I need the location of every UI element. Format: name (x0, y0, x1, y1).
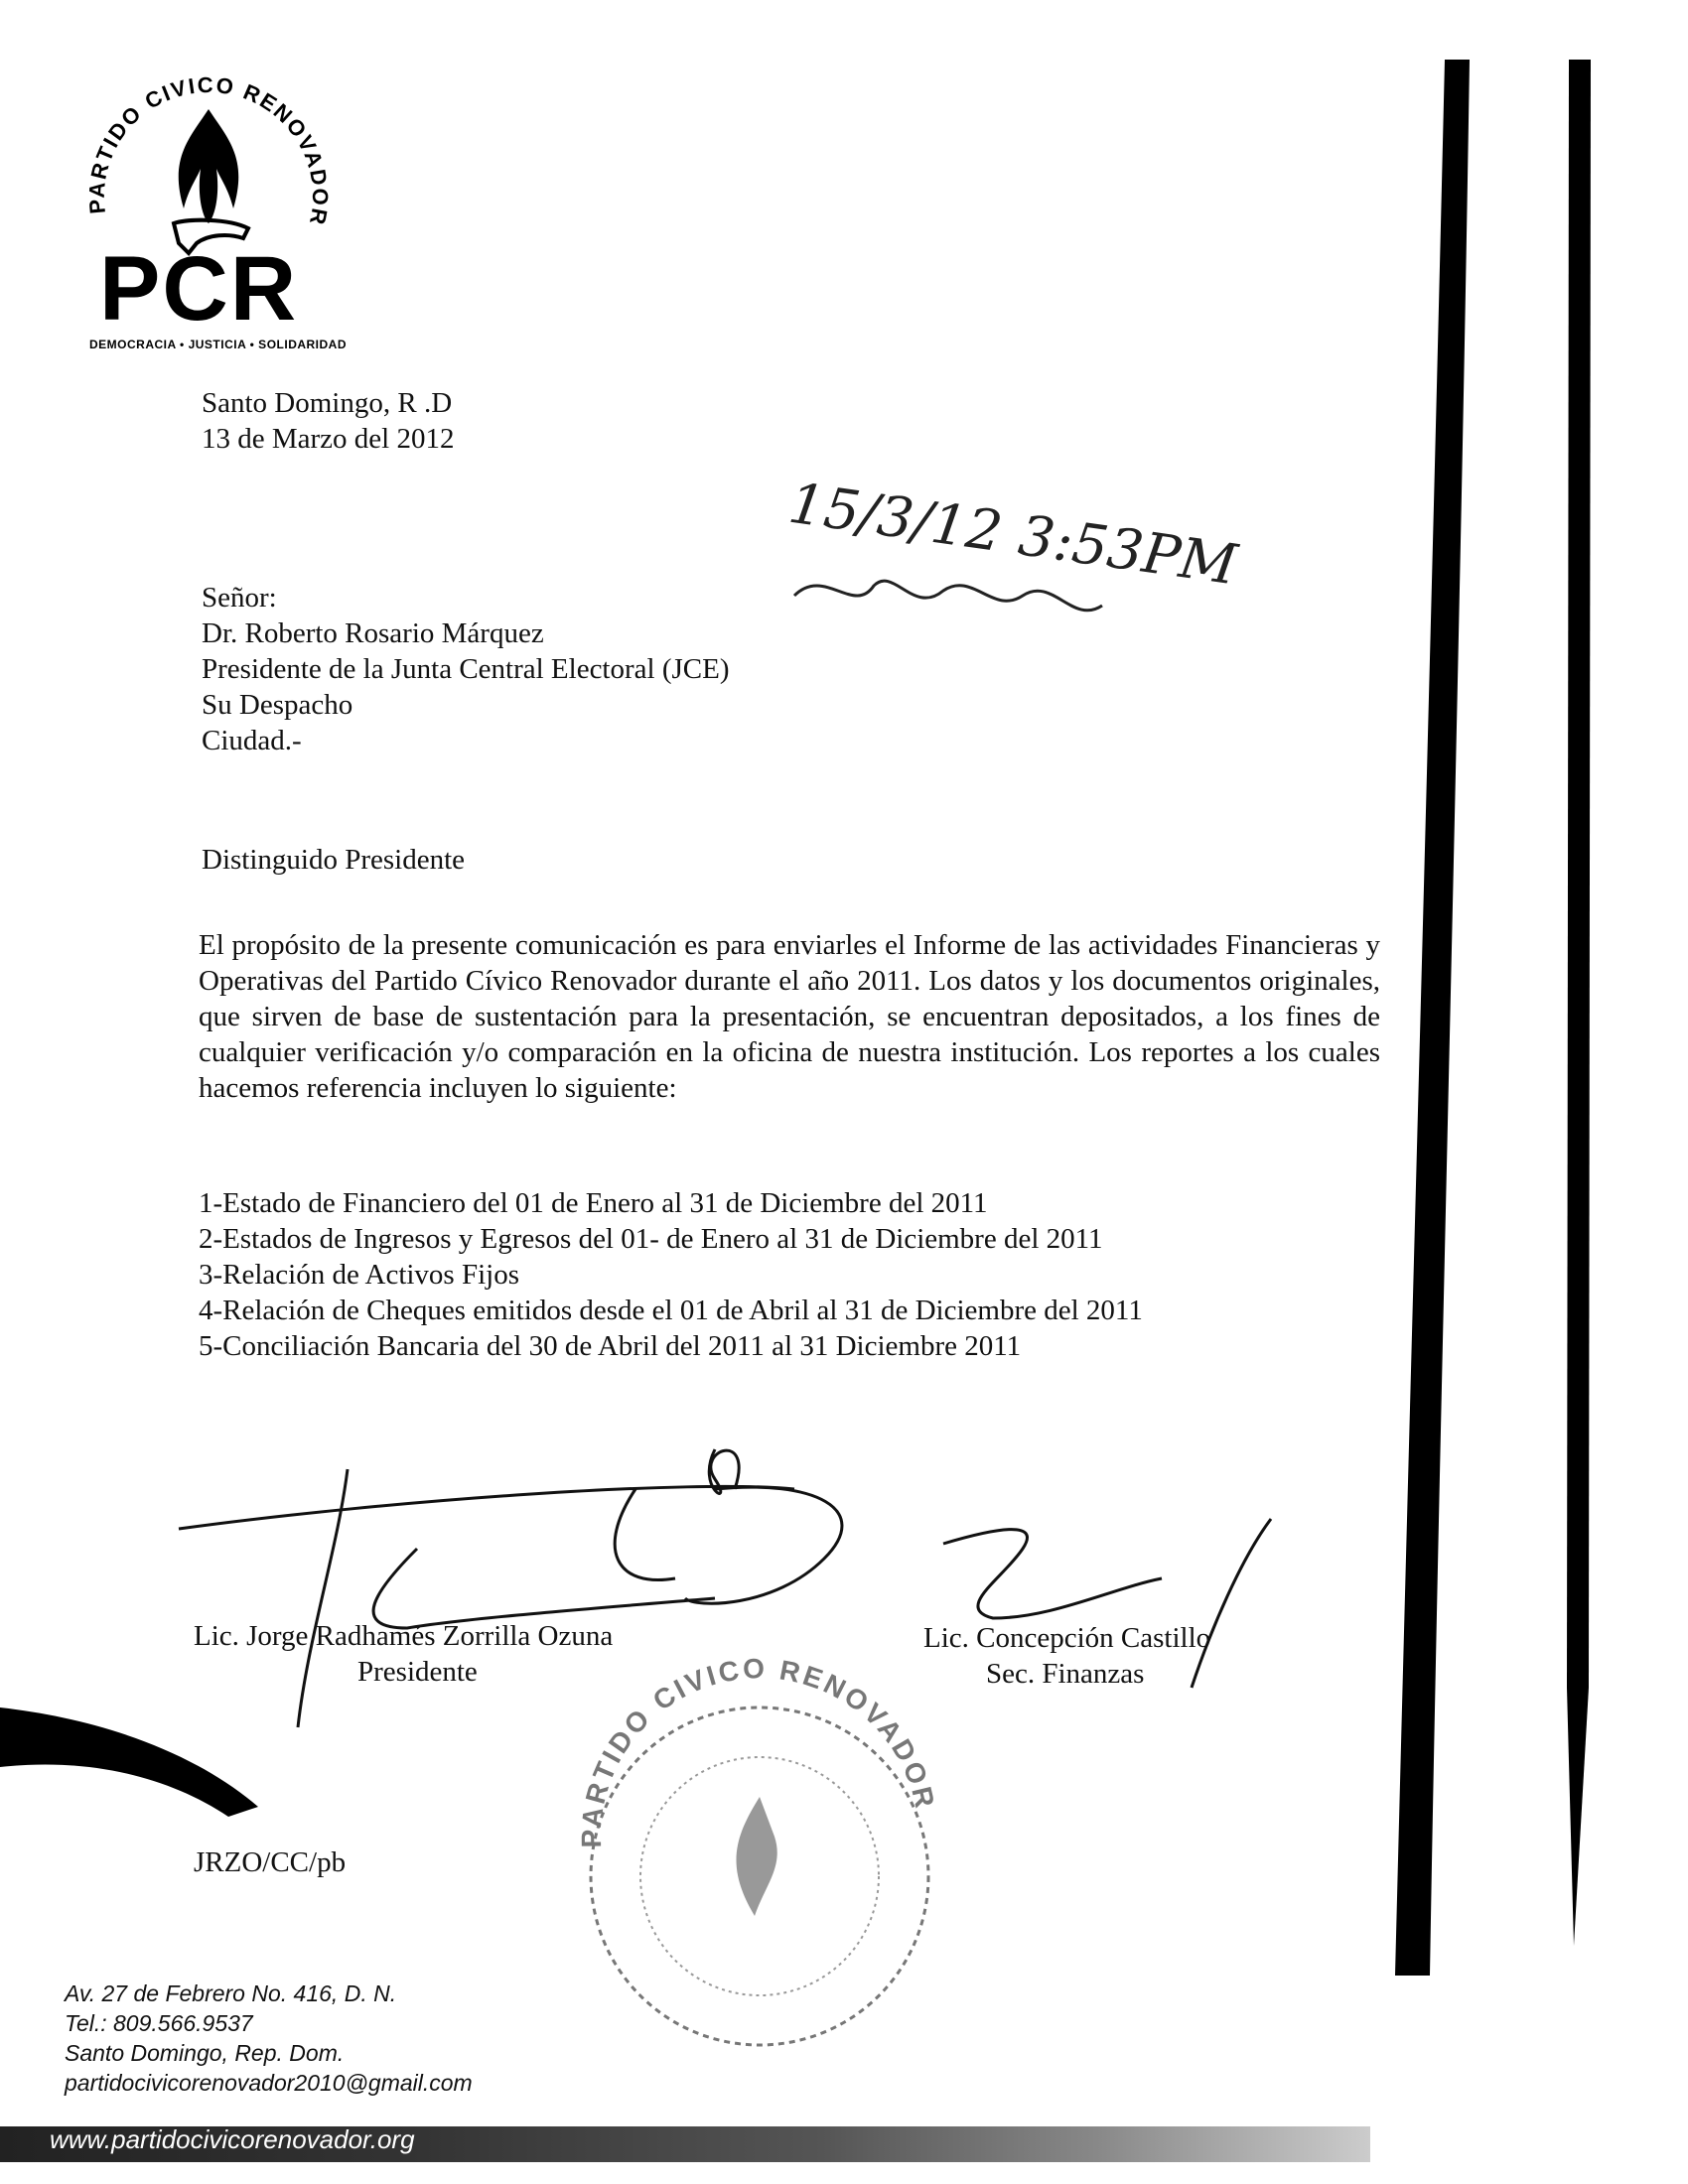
list-item: 4-Relación de Cheques emitidos desde el 01 de Abril al 31 de Diciembre del 2011 (199, 1295, 1143, 1326)
report-list (199, 1185, 1143, 1364)
initials: JRZO/CC/pb (194, 1846, 347, 1878)
list-item: 1-Estado de Financiero del 01 de Enero al 31 de Diciembre del 2011 (199, 1187, 988, 1219)
recipient-city: Ciudad.- (202, 725, 302, 756)
footer-phone: Tel.: 809.566.9537 (65, 2010, 253, 2036)
signer1-name: Lic. Jorge Radhamés Zorrilla Ozuna (194, 1620, 614, 1652)
letter-date: 13 de Marzo del 2012 (202, 423, 455, 455)
list-item: 2-Estados de Ingresos y Egresos del 01- de Enero al 31 de Diciembre del 2011 (199, 1223, 1103, 1255)
signature-president (179, 1449, 842, 1727)
seal-text: PARTIDO CIVICO RENOVADOR (575, 1653, 941, 1848)
logo-acronym: PCR (99, 238, 299, 340)
greeting: Distinguido Presidente (202, 844, 466, 876)
signer1-title: Presidente (357, 1656, 478, 1688)
letter-place: Santo Domingo, R .D (202, 387, 453, 419)
letter-body: El propósito de la presente comunicación es para enviarles el Informe de las actividades Financieras y Operativas del Partido Cívico Renovador durante el año 2011. Los datos y los documentos originales, que sirven de base de sustentación para la presentación, se encuentran depositados, a los fines de cualquier verificación y/o comparación en la oficina de nuestra institución. Los reportes a los cuales hacemos referencia incluyen lo siguiente: (199, 929, 1380, 1104)
footer-city: Santo Domingo, Rep. Dom. (65, 2040, 345, 2066)
salutation-title: Señor: (202, 582, 277, 614)
footer-address: Av. 27 de Febrero No. 416, D. N. (65, 1980, 397, 2006)
signer2-name: Lic. Concepción Castillo (923, 1622, 1211, 1654)
footer-email: partidocivicorenovador2010@gmail.com (65, 2070, 473, 2096)
received-stamp-text: 15/3/12 3:53PM (784, 471, 1241, 599)
logo-motto: DEMOCRACIA • JUSTICIA • SOLIDARIDAD (89, 338, 348, 351)
list-item: 5-Conciliación Bancaria del 30 de Abril del 2011 al 31 Diciembre 2011 (199, 1330, 1022, 1362)
recipient-office: Su Despacho (202, 689, 353, 721)
footer-contact (65, 1979, 473, 2098)
svg-text:PARTIDO CIVICO RENOVADOR: PARTIDO CIVICO RENOVADOR (83, 71, 334, 229)
svg-text:PARTIDO CIVICO RENOVADOR (576, 1653, 941, 1847)
signer2-title: Sec. Finanzas (986, 1658, 1145, 1690)
footer-website: www.partidocivicorenovador.org (50, 2124, 415, 2154)
recipient-position: Presidente de la Junta Central Electoral (JCE) (202, 653, 730, 685)
recipient-name: Dr. Roberto Rosario Márquez (202, 617, 544, 649)
list-item: 3-Relación de Activos Fijos (199, 1259, 519, 1291)
